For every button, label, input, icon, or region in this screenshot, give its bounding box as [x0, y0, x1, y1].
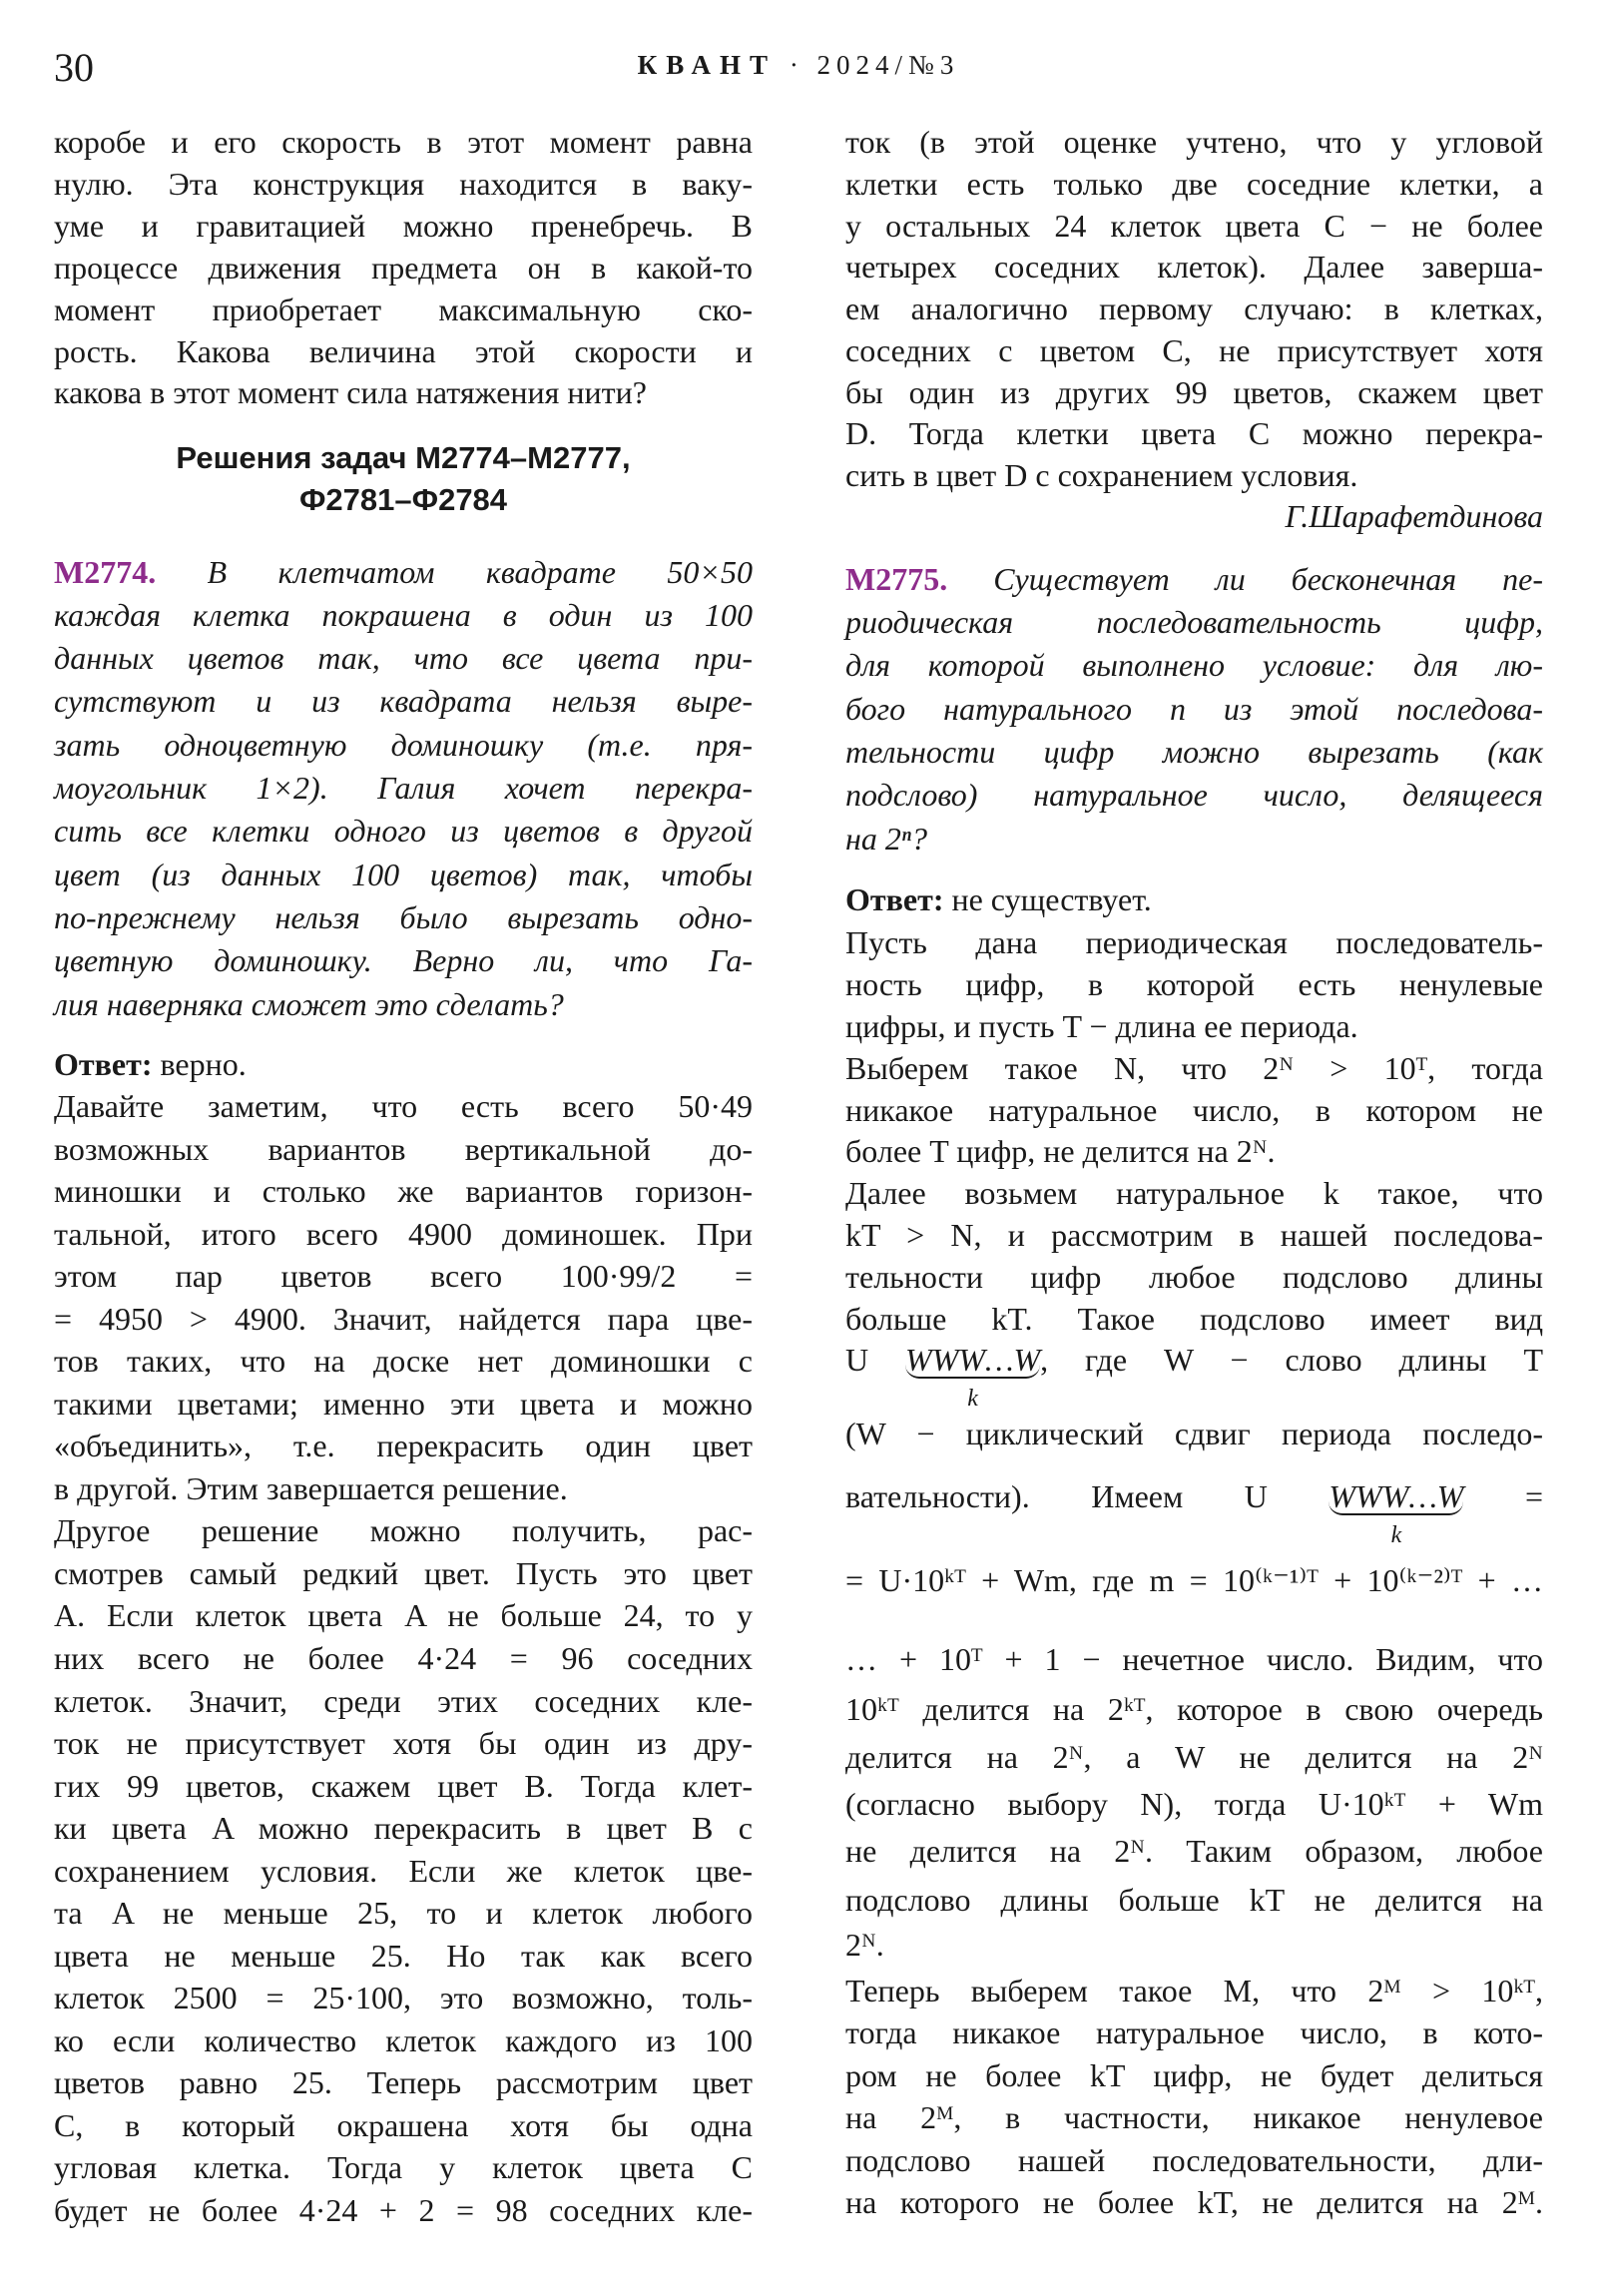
text: цвета не меньше 25. Но так как всего: [54, 1937, 753, 1974]
problem-text-line: [54, 247, 753, 288]
text: ко если количество клеток каждого из 100: [54, 2021, 753, 2058]
text: цифры, и пусть T − длина ее периода.: [845, 1007, 1358, 1044]
text: такими цветами; именно эти цвета и можно: [54, 1385, 753, 1422]
text: сохранением условия. Если же клеток цве-: [54, 1852, 753, 1889]
text: на которого не более kT, не делится на 2ᴹ.: [845, 2184, 1543, 2221]
solution-line: [54, 1255, 753, 1297]
solution-line: [845, 1256, 1543, 1298]
problem-statement-line: [845, 731, 1543, 773]
answer-line: [54, 1043, 753, 1085]
text: никакое натуральное число, в котором не: [845, 1091, 1543, 1128]
solution-line: [54, 1935, 753, 1977]
text: у остальных 24 клеток цвета C − не более: [845, 207, 1543, 244]
text: на 2ⁿ?: [845, 820, 927, 857]
text: подслово длины больше kT не делится на: [845, 1881, 1543, 1918]
text: коробе и его скорость в этот момент равна: [54, 124, 753, 161]
underbraced-word: WWW…W k: [1329, 1477, 1464, 1548]
text: D. Тогда клетки цвета C можно перекра-: [845, 415, 1543, 452]
answer-value: не существует.: [943, 881, 1152, 918]
solution-line: [845, 121, 1543, 163]
text: тельности цифр любое подслово длины: [845, 1259, 1543, 1296]
text: будет не более 4·24 + 2 = 98 соседних кле-: [54, 2191, 753, 2228]
problem-statement-line: [845, 774, 1543, 816]
text: , где W − слово длины T: [1040, 1342, 1544, 1379]
solution-line: [54, 2104, 753, 2146]
text: угловая клетка. Тогда у клеток цвета C: [54, 2149, 753, 2186]
solution-line: [845, 1970, 1543, 2011]
text: по-прежнему нельзя было вырезать одно-: [54, 898, 753, 935]
solution-line: [54, 1340, 753, 1382]
problem-statement-line: [54, 637, 753, 679]
solution-line: [845, 2096, 1543, 2138]
page-number: 30: [54, 45, 94, 90]
solution-line: [54, 1637, 753, 1679]
solution-line: [845, 2011, 1543, 2053]
solution-line: [845, 246, 1543, 287]
text: на 2ᴹ, в частности, никакое ненулевое: [845, 2099, 1543, 2136]
text: U: [845, 1342, 906, 1379]
text: Далее возьмем натуральное k такое, что: [845, 1175, 1543, 1212]
text: нулю. Эта конструкция находится в ваку-: [54, 166, 753, 203]
text: зать одноцветную доминошку (т.е. пря-: [54, 726, 753, 763]
solution-line: [845, 1688, 1543, 1730]
text: = 4950 > 4900. Значит, найдется пара цве-: [54, 1300, 753, 1337]
text: них всего не более 4·24 = 96 соседних: [54, 1640, 753, 1676]
problem-statement-line: [54, 810, 753, 852]
text: сить в цвет D с сохранением условия.: [845, 456, 1358, 493]
problem-text-line: [54, 205, 753, 247]
solution-line: [54, 1850, 753, 1892]
solution-line: [845, 371, 1543, 413]
problem-statement-line: [845, 818, 1543, 860]
problem-statement-line: [54, 680, 753, 722]
text: тогда никакое натуральное число, в кото-: [845, 2014, 1543, 2051]
text: больше kT. Такое подслово имеет вид: [845, 1301, 1543, 1338]
text: смотрев самый редкий цвет. Пусть это цвет: [54, 1554, 753, 1591]
problem-label: М2775.: [845, 560, 948, 597]
text: данных цветов так, что все цвета при-: [54, 640, 753, 677]
solution-line: [54, 1594, 753, 1636]
text: «объединить», т.е. перекрасить один цвет: [54, 1428, 753, 1464]
text: уме и гравитацией можно пренебречь. В: [54, 208, 753, 245]
solution-line: [845, 1214, 1543, 1256]
text: (W − циклический сдвиг периода последо-: [845, 1415, 1543, 1451]
problem-statement-line: [845, 601, 1543, 643]
text: A. Если клеток цвета A не больше 24, то у: [54, 1597, 753, 1634]
solution-line: [54, 1807, 753, 1849]
solution-line: [54, 1765, 753, 1807]
text: Решения задач М2774–М2777,: [176, 440, 631, 476]
solution-line: [845, 1638, 1543, 1680]
underbrace-label: k: [967, 1386, 978, 1413]
solution-line: [54, 1383, 753, 1425]
answer-line: [845, 878, 1543, 920]
text: Существует ли бесконечная пе-: [993, 560, 1544, 597]
solution-line: [845, 921, 1543, 963]
text: ток (в этой оценке учтено, что у угловой: [845, 124, 1543, 161]
solution-line: [845, 1830, 1543, 1872]
text: делится на 2ᴺ, а W не делится на 2ᴺ: [845, 1739, 1543, 1776]
solution-line: [54, 1298, 753, 1340]
solution-line: [54, 1085, 753, 1127]
solution-line: [845, 454, 1543, 496]
formula-line: [845, 1475, 1544, 1548]
text: лия наверняка сможет это сделать?: [54, 985, 564, 1022]
solution-line: [845, 1924, 1543, 1966]
text: миношки и столько же вариантов горизон-: [54, 1173, 753, 1210]
text: Выберем такое N, что 2ᴺ > 10ᵀ, тогда: [845, 1049, 1543, 1086]
section-heading: [54, 479, 753, 521]
solution-line: [845, 2139, 1543, 2181]
text: клеток. Значит, среди этих соседних кле-: [54, 1682, 753, 1719]
solution-line: [54, 1552, 753, 1594]
solution-line: [54, 1680, 753, 1722]
answer-label: Ответ:: [54, 1045, 153, 1082]
text: тальной, итого всего 4900 доминошек. При: [54, 1215, 753, 1252]
problem-statement-line: [54, 767, 753, 809]
text: этом пар цветов всего 100·99/2 =: [54, 1258, 753, 1295]
solution-line: [845, 412, 1543, 454]
text: моугольник 1×2). Галия хочет перекра-: [54, 770, 753, 807]
text: в другой. Этим завершается решение.: [54, 1469, 568, 1506]
text: Пусть дана периодическая последователь-: [845, 923, 1543, 960]
text: соседних с цветом C, не присутствует хотя: [845, 331, 1543, 368]
author-signature: [845, 495, 1543, 537]
solution-line: [845, 1413, 1543, 1454]
answer-value: верно.: [152, 1045, 247, 1082]
text: ность цифр, в которой есть ненулевые: [845, 965, 1543, 1002]
solution-line: [54, 1977, 753, 2018]
answer-label: Ответ:: [845, 881, 944, 918]
solution-line: [54, 1170, 753, 1212]
text: тельности цифр можно вырезать (как: [845, 734, 1543, 771]
text: момент приобретает максимальную ско-: [54, 290, 753, 327]
text: Ф2781–Ф2784: [298, 481, 508, 517]
text: ток не присутствует хотя бы один из дру-: [54, 1725, 753, 1762]
text: ром не более kT цифр, не будет делиться: [845, 2056, 1543, 2093]
text: =: [1463, 1477, 1544, 1514]
solution-line: [845, 205, 1543, 247]
text: kT > N, и рассмотрим в нашей последова-: [845, 1217, 1543, 1254]
section-heading: [54, 437, 753, 479]
solution-line: [845, 1047, 1543, 1089]
text: … + 10ᵀ + 1 − нечетное число. Видим, что: [845, 1640, 1543, 1677]
text: подслово нашей последовательности, дли-: [845, 2141, 1543, 2178]
solution-line: [845, 1736, 1543, 1778]
solution-line: [54, 2189, 753, 2231]
problem-text-line: [54, 288, 753, 330]
solution-line: [54, 1509, 753, 1551]
problem-statement-line: [54, 854, 753, 895]
text: цветов равно 25. Теперь рассмотрим цвет: [54, 2064, 753, 2101]
text: 2ᴺ.: [845, 1927, 884, 1964]
problem-statement-line: [845, 558, 1543, 600]
problem-statement-line: [54, 896, 753, 938]
text: бого натурального n из этой последова-: [845, 690, 1543, 727]
text: риодическая последовательность цифр,: [845, 604, 1543, 641]
solution-line: [845, 1005, 1543, 1047]
text: рость. Какова величина этой скорости и: [54, 332, 753, 369]
problem-statement-line: [54, 983, 753, 1025]
text: Теперь выберем такое M, что 2ᴹ > 10ᵏᵀ,: [845, 1972, 1543, 2009]
formula-line: [845, 1339, 1544, 1413]
solution-line: [54, 2146, 753, 2188]
text: для которой выполнено условие: для лю-: [845, 647, 1543, 684]
problem-statement-line: [54, 724, 753, 766]
issue-number: · 2024/№3: [789, 50, 960, 80]
problem-statement-line: [54, 939, 753, 981]
solution-line: [845, 329, 1543, 371]
underbraced-word: WWW…W k: [905, 1342, 1041, 1413]
problem-text-line: [54, 371, 753, 413]
text: ем аналогично первому случаю: в клетках,: [845, 290, 1543, 327]
solution-line: [845, 963, 1543, 1005]
text: более T цифр, не делится на 2ᴺ.: [845, 1133, 1276, 1170]
text: вательности). Имеем U: [845, 1477, 1330, 1514]
text: каждая клетка покрашена в один из 100: [54, 596, 753, 633]
solution-line: [845, 1879, 1543, 1921]
text: цвет (из данных 100 цветов) так, чтобы: [54, 856, 753, 892]
text: бы один из других 99 цветов, скажем цвет: [845, 373, 1543, 410]
text: возможных вариантов вертикальной до-: [54, 1130, 753, 1167]
problem-text-line: [54, 121, 753, 163]
solution-line: [54, 2019, 753, 2061]
text: 10ᵏᵀ делится на 2ᵏᵀ, которое в свою очередь: [845, 1690, 1543, 1727]
problem-statement-line: [54, 551, 753, 593]
underbrace-label: k: [1390, 1521, 1402, 1548]
solution-line: [54, 1128, 753, 1170]
text: ки цвета A можно перекрасить в цвет B с: [54, 1810, 753, 1847]
text: цветную доминошку. Верно ли, что Га-: [54, 942, 753, 979]
text: сутствуют и из квадрата нельзя выре-: [54, 683, 753, 720]
running-header: [0, 50, 1597, 81]
magazine-title: КВАНТ: [637, 50, 778, 80]
text: процессе движения предмета он в какой-то: [54, 249, 753, 286]
solution-line: [845, 1172, 1543, 1214]
solution-line: [54, 1425, 753, 1466]
problem-text-line: [54, 330, 753, 372]
solution-line: [845, 1783, 1543, 1825]
solution-line: [845, 1130, 1543, 1172]
text: В клетчатом квадрате 50×50: [207, 553, 753, 590]
solution-line: [54, 1213, 753, 1255]
problem-statement-line: [845, 688, 1543, 730]
problem-statement-line: [54, 594, 753, 636]
text: какова в этот момент сила натяжения нити?: [54, 374, 647, 411]
text: C, в который окрашена хотя бы одна: [54, 2106, 753, 2143]
solution-line: [54, 1467, 753, 1509]
text: не делится на 2ᴺ. Таким образом, любое: [845, 1833, 1543, 1870]
text: подслово) натуральное число, делящееся: [845, 777, 1543, 814]
problem-statement-line: [845, 644, 1543, 686]
solution-line: [845, 163, 1543, 205]
solution-line: [54, 2061, 753, 2103]
text: клетки есть только две соседние клетки, а: [845, 166, 1543, 203]
problem-label: М2774.: [54, 553, 157, 590]
text: = U·10ᵏᵀ + Wm, где m = 10⁽ᵏ⁻¹⁾ᵀ + 10⁽ᵏ⁻²⁾ᵀ + …: [845, 1561, 1543, 1598]
text: (согласно выбору N), тогда U·10ᵏᵀ + Wm: [845, 1786, 1543, 1823]
solution-line: [845, 1298, 1543, 1340]
solution-line: [845, 2181, 1543, 2223]
solution-line: [845, 2054, 1543, 2096]
solution-line: [54, 1722, 753, 1764]
solution-line: [54, 1892, 753, 1934]
solution-line: [845, 1559, 1543, 1601]
text: тов таких, что на доске нет доминошки с: [54, 1343, 753, 1380]
text: гих 99 цветов, скажем цвет B. Тогда клет-: [54, 1767, 753, 1804]
text: Давайте заметим, что есть всего 50·49: [54, 1088, 753, 1125]
text: Другое решение можно получить, рас-: [54, 1512, 753, 1549]
text: сить все клетки одного из цветов в другой: [54, 813, 753, 850]
problem-text-line: [54, 163, 753, 205]
solution-line: [845, 1089, 1543, 1131]
text: четырех соседних клеток). Далее заверша-: [845, 249, 1543, 286]
text: клеток 2500 = 25·100, это возможно, толь-: [54, 1980, 753, 2016]
author-name: Г.Шарафетдинова: [1285, 497, 1543, 534]
text: та A не меньше 25, то и клеток любого: [54, 1895, 753, 1932]
solution-line: [845, 287, 1543, 329]
